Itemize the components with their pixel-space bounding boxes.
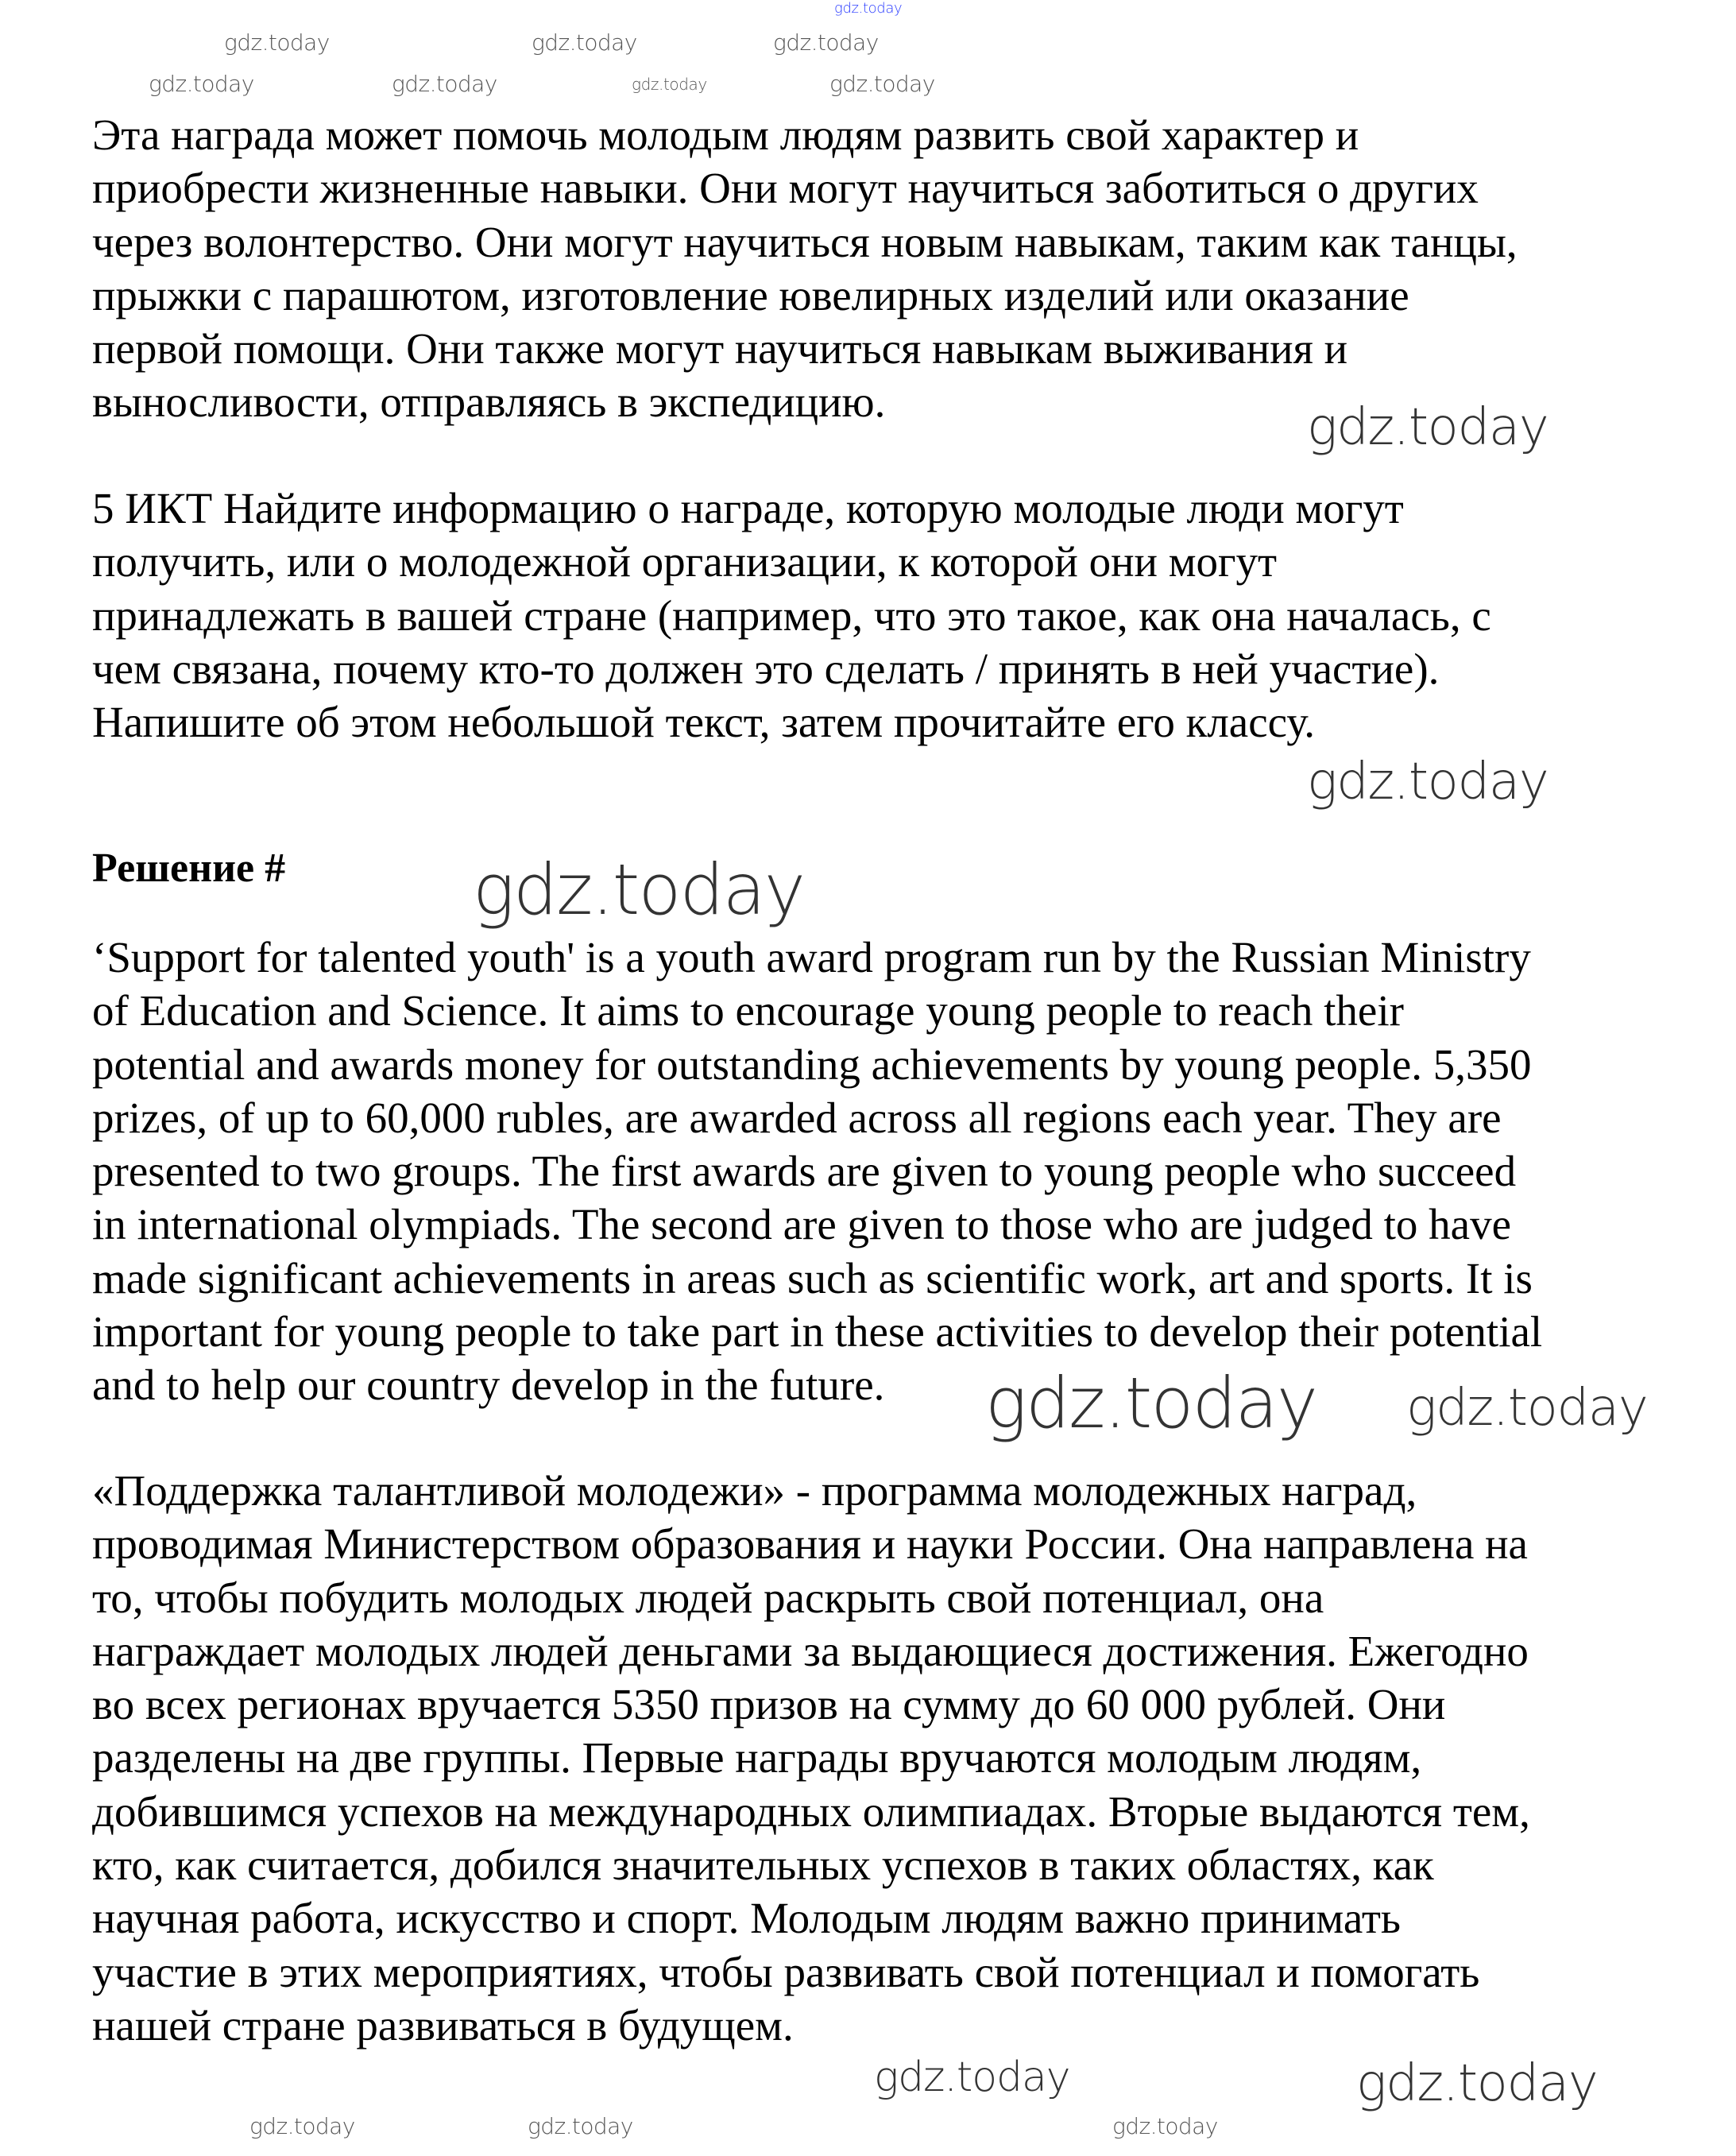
text-line: то, чтобы побудить молодых людей раскрыть свой потенциал, она [92, 1573, 1324, 1622]
text-line: научная работа, искусство и спорт. Молодым людям важно принимать [92, 1894, 1401, 1943]
text-line: Эта награда может помочь молодым людям развить свой характер и [92, 110, 1359, 159]
text-line: and to help our country develop in the future. [92, 1361, 885, 1410]
watermark: gdz.today [149, 71, 254, 97]
watermark: gdz.today [224, 29, 330, 56]
watermark: gdz.today [392, 71, 497, 97]
text-line: получить, или о молодежной организации, к которой они могут [92, 537, 1278, 586]
text-line: награждает молодых людей деньгами за выдающиеся достижения. Ежегодно [92, 1626, 1529, 1675]
text-line: разделены на две группы. Первые награды вручаются молодым людям, [92, 1733, 1422, 1782]
watermark: gdz.today [829, 71, 935, 97]
watermark: gdz.today [528, 2113, 633, 2139]
text-line: принадлежать в вашей стране (например, что это такое, как она началась, с [92, 590, 1491, 640]
paragraph-award-benefits [92, 108, 1518, 429]
task-paragraph [92, 482, 1491, 749]
text-line: made significant achievements in areas such as scientific work, art and sports. It is [92, 1253, 1533, 1303]
watermark: gdz.today [632, 75, 707, 94]
watermark: gdz.today [249, 2113, 355, 2139]
text-line: прыжки с парашютом, изготовление ювелирных изделий или оказание [92, 270, 1409, 319]
text-line: первой помощи. Они также могут научиться навыкам выживания и [92, 324, 1348, 374]
watermark: gdz.today [985, 1362, 1317, 1444]
watermark: gdz.today [773, 29, 879, 56]
watermark: gdz.today [1356, 2054, 1598, 2113]
watermark: gdz.today [874, 2053, 1070, 2101]
text-line: prizes, of up to 60,000 rubles, are awarded across all regions each year. They are [92, 1093, 1502, 1142]
text-line: ‘Support for talented youth' is a youth award program run by the Russian Ministry [92, 933, 1531, 981]
text-line: во всех регионах вручается 5350 призов на сумму до 60 000 рублей. Они [92, 1680, 1446, 1729]
text-line: important for young people to take part in these activities to develop their potential [92, 1307, 1543, 1357]
text-line: через волонтерство. Они могут научиться новым навыкам, таким как танцы, [92, 217, 1518, 266]
watermark: gdz.today [1406, 1379, 1648, 1438]
watermark: gdz.today [1307, 753, 1548, 811]
text-line: Напишите об этом небольшой текст, затем прочитайте его классу. [92, 698, 1316, 747]
watermark: gdz.today [1112, 2113, 1218, 2139]
text-line: выносливости, отправляясь в экспедицию. [92, 377, 886, 427]
text-line: in international olympiads. The second are given to those who are judged to have [92, 1200, 1511, 1249]
text-line: чем связана, почему кто-то должен это сделать / принять в ней участие). [92, 644, 1440, 693]
watermark-top[interactable]: gdz.today [834, 0, 903, 17]
text-line: кто, как считается, добился значительных успехов в таких областях, как [92, 1841, 1434, 1890]
watermark: gdz.today [473, 849, 805, 931]
text-line: нашей стране развиваться в будущем. [92, 2000, 794, 2050]
russian-translation [92, 1464, 1530, 2052]
text-line: участие в этих мероприятиях, чтобы развивать свой потенциал и помогать [92, 1947, 1480, 1996]
watermark: gdz.today [1307, 398, 1548, 457]
english-answer [92, 931, 1542, 1412]
text-line: of Education and Science. It aims to encourage young people to reach their [92, 986, 1404, 1035]
text-line: «Поддержка талантливой молодежи» - программа молодежных наград, [92, 1466, 1417, 1515]
watermark: gdz.today [532, 29, 637, 56]
text-line: добившимся успехов на международных олимпиадах. Вторые выдаются тем, [92, 1786, 1530, 1836]
text-line: 5 ИКТ Найдите информацию о награде, которую молодые люди могут [92, 484, 1404, 532]
text-line: приобрести жизненные навыки. Они могут научиться заботиться о других [92, 164, 1479, 213]
text-line: проводимая Министерством образования и науки России. Она направлена на [92, 1519, 1528, 1569]
text-line: presented to two groups. The first awards are given to young people who succeed [92, 1147, 1517, 1196]
text-line: potential and awards money for outstanding achievements by young people. 5,350 [92, 1039, 1532, 1089]
solution-heading: Решение # [92, 846, 286, 891]
